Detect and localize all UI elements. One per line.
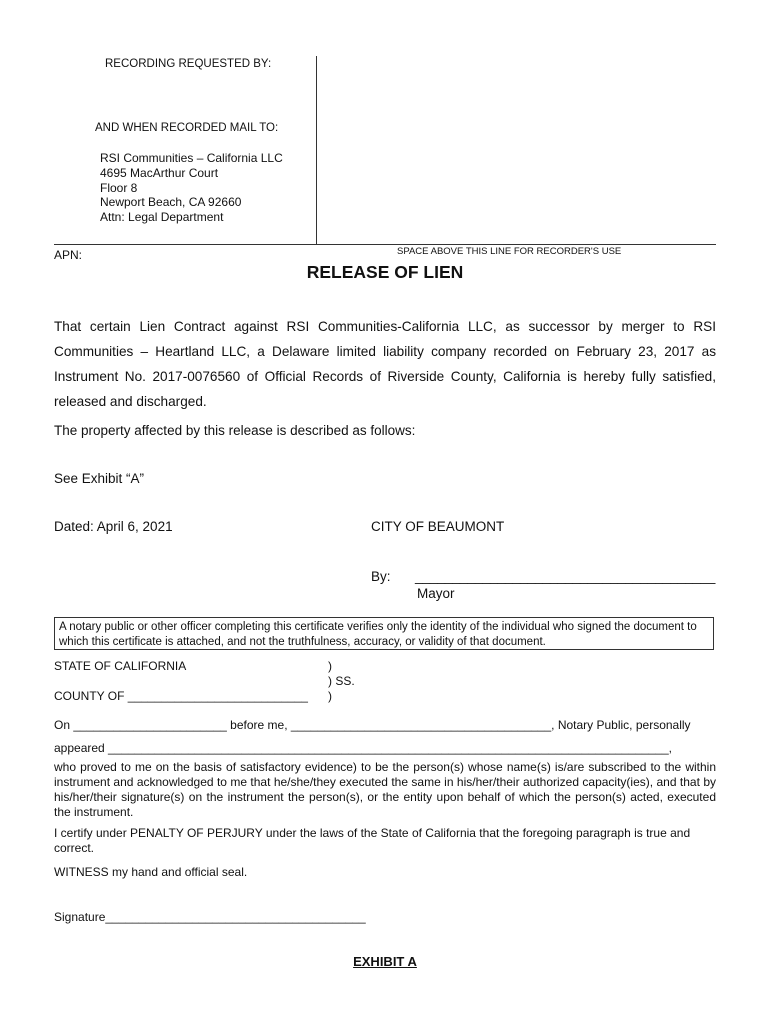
notary-on-line: On _______________________ before me, _______________________________________, Notary Public, personally: [54, 718, 691, 732]
witness-line: WITNESS my hand and official seal.: [54, 865, 248, 879]
paren: ): [328, 659, 332, 673]
state-label: STATE OF CALIFORNIA: [54, 659, 187, 673]
address-line: 4695 MacArthur Court: [100, 165, 219, 180]
notary-notice: A notary public or other officer completing this certificate verifies only the identity of the individual who signed the document to which this certificate is attached, and not the truthfulness, accuracy, or validity of that document.: [59, 621, 697, 648]
recorder-line: [54, 244, 716, 245]
property-paragraph: The property affected by this release is described as follows:: [54, 423, 416, 438]
address-line: Newport Beach, CA 92660: [100, 195, 242, 210]
notary-notice-box: [54, 617, 714, 650]
county-label: COUNTY OF ___________________________: [54, 689, 308, 703]
proved-paragraph: who proved to me on the basis of satisfactory evidence) to be the person(s) whose name(s) is/are subscribed to the within instrument and acknowledged to me that he/she/they executed the same in his/her/their authorized capacity(ies), and that by his/her/their signature(s) on the instrument the person(s), or the entity upon behalf of which the person(s) acted, executed the instrument.: [54, 760, 716, 819]
recording-requested-label: RECORDING REQUESTED BY:: [105, 58, 272, 70]
mayor-signature-line: ________________________________________: [415, 569, 716, 584]
address-line: Attn: Legal Department: [100, 210, 224, 225]
exhibit-heading: EXHIBIT A: [353, 954, 417, 969]
certify-paragraph: I certify under PENALTY OF PERJURY under the laws of the State of California that the foregoing paragraph is true and correct.: [54, 826, 691, 855]
document-title: RELEASE OF LIEN: [306, 262, 464, 282]
mailing-address: [100, 151, 283, 225]
address-line: RSI Communities – California LLC: [100, 151, 283, 165]
mayor-label: Mayor: [417, 586, 455, 601]
notary-appeared-line: appeared ____________________________________________________________________________________,: [54, 741, 672, 755]
paren: ): [328, 689, 332, 703]
when-recorded-label: AND WHEN RECORDED MAIL TO:: [95, 122, 279, 134]
recorder-use-label: SPACE ABOVE THIS LINE FOR RECORDER'S USE: [397, 246, 622, 257]
apn-label: APN:: [54, 248, 83, 262]
by-label: By:: [371, 569, 391, 584]
ss-label: ) SS.: [328, 674, 355, 688]
header-vertical-divider: [316, 56, 317, 245]
address-line: Floor 8: [100, 180, 138, 195]
see-exhibit: See Exhibit “A”: [54, 471, 145, 486]
signature-line: Signature_______________________________________: [54, 910, 366, 924]
city-name: CITY OF BEAUMONT: [371, 519, 505, 534]
release-paragraph: That certain Lien Contract against RSI Communities-California LLC, as successor by merger to RSI Communities – Heartland LLC, a Delaware limited liability company recorded on February 23, 2017 as Instrument No. 2017-0076560 of Official Records of Riverside County, California is hereby fully satisfied, released and discharged.: [54, 319, 716, 409]
dated: Dated: April 6, 2021: [54, 519, 173, 534]
